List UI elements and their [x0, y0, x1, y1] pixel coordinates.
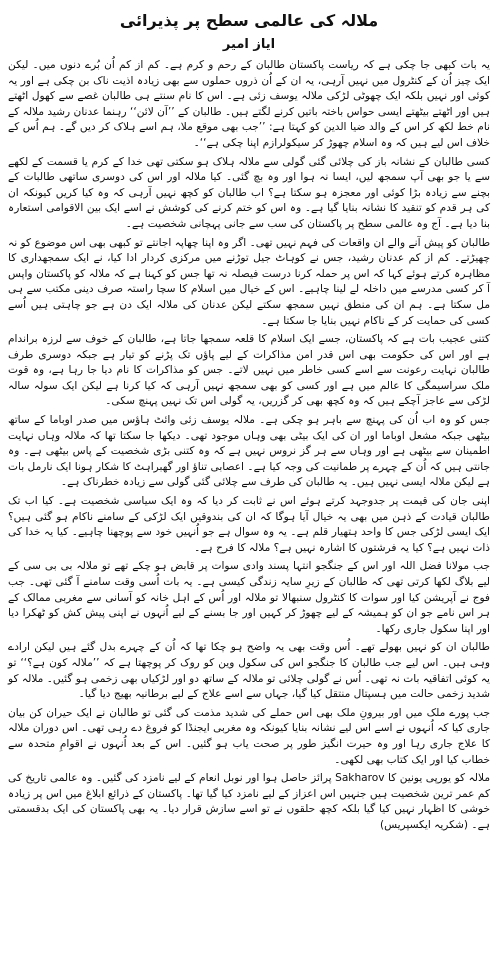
paragraph: جس کو وہ اب اُن کی پہنچ سے باہر ہو چکی ہے۔ ملالہ یوسف زئی وائٹ ہاؤس میں صدر اوباما کے ساتھ بیٹھی جبکہ مشعل اوباما اور ان کی ایک بیٹی بھی وہاں موجود تھی۔ دیکھا جا سکتا تھا کہ ملالہ وہاں نہایت اطمینان سے بیٹھی ہے اور وہاں سے ہر گز نروس نہیں ہے کہ وہ کتنی بڑی شخصیت کے پاس بیٹھی ہے۔ وہ جانتی ہیں کہ اُن کے چہرے پر طمانیت کی وجہ کیا ہے۔ اعصابی تناؤ اور گھبراہٹ کا شکار ہونا ایک نارمل بات ہے لیکن ملالہ ایسی نہیں ہیں۔ یہ طالبان کی طرف سے چلائی گئی گولی سے زیادہ خطرناک ہے۔: [8, 414, 490, 489]
paragraph: یہ بات کبھی جا چکی ہے کہ ریاست پاکستان طالبان کے رحم و کرم ہے۔ کم از کم اُن بُرے دنوں میں۔ لیکن ایک چیز اُن کے کنٹرول میں نہیں آرہی، یہ ان کے اُن ذروں حملوں سے بھی زیادہ اذیت ناک بن چکی ہے اور یہ کوئی اور نہیں بلکہ ایک چھوٹی لڑکی ملالہ یوسف زئی ہے۔ اس کا نام سنتے ہی طالبان غصے سے کھول اٹھتے ہیں اور اٹھتے بیٹھتے ایسی حواس باختہ باتیں کرنے لگتے ہیں۔ طالبان کے ’’آن لائن‘‘ رہنما عدنان رشید ملالہ کے نام خط لکھ کر اس کے والد ضیا الدین کو کہتا ہے: ’’جب بھی موقع ملا، ہم اسے ہلاک کر دیں گے۔ ہم اُس کے خلاف اس لیے ہیں کہ وہ اسلام چھوڑ کر سیکولرازم اپنا چکی ہے‘‘۔: [8, 59, 490, 149]
paragraph: طالبان کو پیش آنے والے ان واقعات کی فہم نہیں تھی۔ اگر وہ اپنا چھاپہ اجانتے تو کبھی بھی اس موضوع کو نہ چھیڑتے۔ کم از کم عدنان رشید، جس نے کوہاٹ جیل توڑنے میں مرکزی کردار ادا کیا، نے ایک سمجھداری کا مظاہرہ کرتے ہوئے کہا کہ اس پر حملہ کرنا درست فیصلہ نہ تھا جس کو کہنا ہے کہ ملالہ کو پاکستان واپس آ کر کسی مدرسے میں داخلہ لے لینا چاہیے۔ اس کے خیال میں اسلام کا سچا راستہ صرف دینی مکتب سے ہی مل سکتا ہے۔ ہم ان کی منطق نہیں سمجھ سکتے لیکن عدنان کی ملالہ ایک دن ہے جو چاہتی ہیں اُسے کسی کی حمایت کر کے ناکام نہیں بنایا جا سکتا ہے۔: [8, 236, 490, 327]
paragraph: اپنی جان کی قیمت پر جدوجہد کرتے ہوئے اس نے ثابت کر دیا کہ وہ ایک سیاسی شخصیت ہے۔ کیا اب تک طالبان قیادت کے ذہن میں بھی یہ خیال آیا ہوگا کہ ان کی بندوقیں ایک لڑکی کے سامنے ناکام ہو گئی ہیں؟ ایک ایسی لڑکی جس کا واحد ہتھیار قلم ہے۔ یہ وہ سوال ہے جو اُنہیں خود سے پوچھنا چاہیے۔ کیا یہ خدا کی ذات نہیں ہے؟ کیا یہ فرشتوں کا اشارہ نہیں ہے؟ ملالہ کا فرح ہے۔: [8, 495, 490, 554]
paragraph: کتنی عجیب بات ہے کہ پاکستان، جسے ایک اسلام کا قلعہ سمجھا جاتا ہے، طالبان کے خوف سے لرزہ براندام ہے اور اس کی حکومت بھی اس قدر امن مذاکرات کے لیے پاؤں تک پڑنے کو تیار ہے جبکہ دوسری طرف طالبان نہایت رعونت سے اسے کسی خاطر میں نہیں لاتے۔ جس کو مذاکرات کا نام دیا جا رہا ہے، وہ قوت ملک سراسیمگی کا عالم میں ہے اور کسی کو بھی سمجھ نہیں آرہی کہ کیا کرنا ہے لیکن ایک سولہ سالہ لڑکی سے عاجز آچکے ہیں کہ وہ کچھ بھی کر گزریں، یہ گولی اس تک نہیں پہنچ سکی۔: [8, 333, 490, 408]
paragraph: طالبان ان کو نہیں بھولے تھے۔ اُس وقت بھی یہ واضح ہو چکا تھا کہ اُن کے چہرے بدل گئے ہیں لیکن ارادے وہی ہیں۔ اس لیے جب طالبان کا جنگجو اس کی سکول وین کو روک کر پوچھتا ہے کہ ’’ملالہ کون ہے؟‘‘ تو یہ کوئی اتفاقیہ بات نہ تھی۔ اُس نے گولی چلائی تو ملالہ کے ساتھ دو اور لڑکیاں بھی زخمی ہو گئیں۔ ملالہ کو شدید زخمی حالت میں ہسپتال منتقل کیا گیا، جہاں سے اسے علاج کے لیے برطانیہ بھیج دیا گیا۔: [8, 641, 490, 701]
article-title: ملالہ کی عالمی سطح پر پذیرائی: [119, 11, 379, 30]
article-author: ایاز امیر: [222, 37, 276, 52]
paragraph: کسی طالبان کے نشانہ باز کی چلائی گئی گولی سے ملالہ ہلاک ہو سکتی تھی خدا کے کرم یا قسمت کے لکھے سے یا جو بھی آپ سمجھ لیں، ایسا نہ ہوا اور وہ بچ گئی۔ کیا ملالہ اور اس کی دوسری ساتھی طالبات کے بچنے سے زیادہ بڑا کوئی اور معجزہ ہو سکتا ہے؟ اب طالبان کو کچھ نہیں آرہی کہ وہ کیا کریں کیونکہ ان کی ہر قدم کو تنقید کا نشانہ بنایا گیا ہے۔ وہ اس کو ختم کرنے کی کوشش نے اسے ایک بین الاقوامی استعارہ بنا دیا ہے۔ آج وہ عالمی سطح پر پاکستان کی سب سے جانی پہچانی شخصیت ہے۔: [8, 155, 490, 230]
article-body: [8, 58, 490, 834]
paragraph: جب مولانا فضل اللہ اور اس کے جنگجو انتہا پسند وادی سوات پر قابض ہو چکے تھے تو ملالہ بی بی سی کے لیے بلاگ لکھا کرتی تھی کہ طالبان کے زیرِ سایہ زندگی کیسی ہے۔ یہ بات اُسی وقت سامنے آ گئی تھی۔ جب فوج نے آپریشن کیا اور سوات کا کنٹرول سنبھالا تو ملالہ اور اُس کے اہل خانہ کو آسانی سے مغربی ممالک کے ہر اس نامے جو ان کو ہمیشہ کے لیے چھوڑ کر کہیں اور جا بسنے کے لیے اُنہوں نے اپنی پیش کش کو ٹھکرا دیا اور اپنا سکول جاری رکھا۔: [8, 560, 490, 635]
paragraph: جب پورے ملک میں اور بیرونِ ملک بھی اس حملے کی شدید مذمت کی گئی تو طالبان نے ایک حیران کن بیان جاری کیا کہ اُنہوں نے اسے اس لیے نشانہ بنایا کیونکہ وہ مغربی ایجنڈا کو فروغ دے رہی تھی۔ اس دوران ملالہ کا علاج جاری رہا اور وہ حیرت انگیز طور پر صحت یاب ہو گئیں۔ اس کے بعد اُنہوں نے اقوامِ متحدہ سے خطاب کیا اور ایک کتاب بھی لکھی۔: [8, 706, 490, 766]
paragraph: ملالہ کو یورپی یونین کا Sakharov پرائز حاصل ہوا اور نوبل انعام کے لیے نامزد کی گئیں۔ وہ عالمی تاریخ کی کم عمر ترین شخصیت ہیں جنہیں اس اعزاز کے لیے نامزد کیا گیا تھا۔ پاکستان کے ذرائع ابلاغ میں اس پر زیادہ خوشی کا اظہار نہیں کیا گیا بلکہ کچھ حلقوں نے تو اسے سازش قرار دیا۔ یہ بھی پاکستان کی ایک بدقسمتی ہے۔ (شکریہ ایکسپریس): [8, 772, 490, 831]
